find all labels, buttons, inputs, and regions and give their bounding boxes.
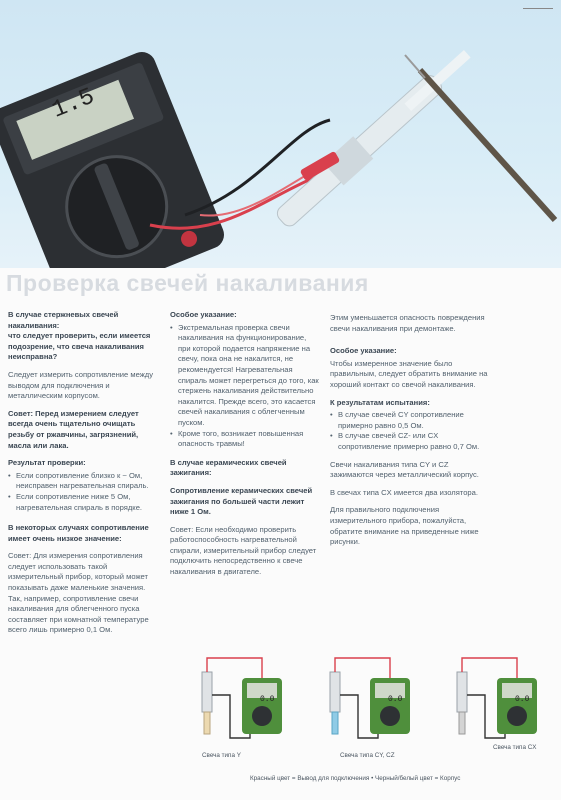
diagram-label: Свеча типа CY, CZ (340, 752, 395, 759)
photo-multimeter-glow-plug (0, 0, 561, 268)
diagram-display: 0.0 (515, 695, 530, 704)
diagram-plug-type-cy-cz (318, 650, 428, 760)
col2-notes-list (170, 323, 320, 450)
list-item: • В случае свечей CZ- или CX сопротивление примерно равно 0,7 Ом. (330, 431, 490, 452)
diagram-label: Свеча типа Y (202, 752, 241, 759)
col1-intro-text: Следует измерить сопротивление между выводом для подключения и металлическим корпусом. (8, 369, 154, 401)
color-legend: Красный цвет = Вывод для подключения • Черный/белый цвет = Корпус (250, 775, 461, 782)
column-3 (330, 313, 490, 555)
col3-paragraph-3: Для правильного подключения измерительного прибора, пожалуйста, обратите внимание на приведенные ниже рисунки. (330, 505, 479, 547)
col2-note-heading: Особое указание: (170, 310, 237, 319)
col1-advice: Совет: Перед измерением следует всегда очень тщательно очищать резьбу от ржавчины, загрязнений, масла или лака. (8, 408, 139, 450)
column-2 (170, 310, 320, 585)
col3-results-list (330, 410, 490, 452)
diagram-display: 0.0 (260, 695, 275, 704)
col1-case-heading: В некоторых случаях сопротивление имеет очень низкое значение: (8, 523, 149, 543)
corner-mark (523, 2, 553, 9)
col3-note-text: Чтобы измеренное значение было правильным, следует обратить внимание на хороший контакт со свечой накаливания. (330, 358, 488, 389)
list-item: • Кроме того, возникает повышенная опасность травмы! (170, 429, 320, 450)
column-1 (8, 310, 160, 643)
meter-display-value: 1.5 (48, 83, 99, 125)
list-item: • Экстремальная проверка свечи накаливания на функционирование, при которой подается напряжение на свечу, пока она не накалится, не рекомендуется! Нагревательная спираль может перегреться до того, как стержень накаливания действительно накалится. Прежде всего, это касается свечей накаливания с облегченным пуском. (170, 323, 320, 429)
page-title: Проверка свечей накаливания (6, 270, 369, 296)
col3-paragraph-2: В свечах типа CX имеется два изолятора. (330, 487, 478, 497)
col2-ceramic-sub: Сопротивление керамических свечей зажигания по большей части лежит ниже 1 Ом. (170, 485, 313, 517)
col1-intro-heading: В случае стержневых свечей накаливания: что следует проверить, если имеется подозрение, что свеча накаливания неисправна? (8, 310, 151, 362)
list-item: • Если сопротивление ниже 5 Ом, нагревательная спираль в порядке. (8, 492, 160, 513)
col3-note-heading: Особое указание: (330, 346, 397, 356)
diagram-label: Свеча типа CX (493, 744, 537, 751)
plug-tip-y (204, 712, 210, 734)
col3-intro: Этим уменьшается опасность повреждения свечи накаливания при демонтаже. (330, 313, 485, 333)
col3-results-heading: К результатам испытания: (330, 397, 430, 407)
list-item: • Если сопротивление близко к ~ Ом, неисправен нагревательная спираль. (8, 471, 160, 492)
diagram-plug-type-cx (445, 650, 555, 760)
col1-results-list (8, 471, 160, 513)
list-item: • В случае свечей CY сопротивление примерно равно 0,5 Ом. (330, 410, 490, 431)
col1-results-heading: Результат проверки: (8, 458, 86, 468)
diagram-plug-type-y (190, 650, 300, 760)
diagram-display: 0.0 (388, 695, 403, 704)
col2-ceramic-text: Совет: Если необходимо проверить работоспособность нагревательной спирали, измерительный прибор следует подключить непосредственно к свече накаливания в двигателе. (170, 524, 317, 577)
col1-case-text: Совет: Для измерения сопротивления следует использовать такой измерительный прибор, который может показывать даже маленькие значения. Так, например, сопротивление свечи накаливания для облегченного пуска составляет при комнатной температуре всего лишь примерно 0,1 Ом. (8, 551, 149, 635)
col2-ceramic-heading: В случае керамических свечей зажигания: (170, 457, 287, 478)
col3-paragraph-1: Свечи накаливания типа CY и CZ зажимаются через металлический корпус. (330, 459, 479, 480)
